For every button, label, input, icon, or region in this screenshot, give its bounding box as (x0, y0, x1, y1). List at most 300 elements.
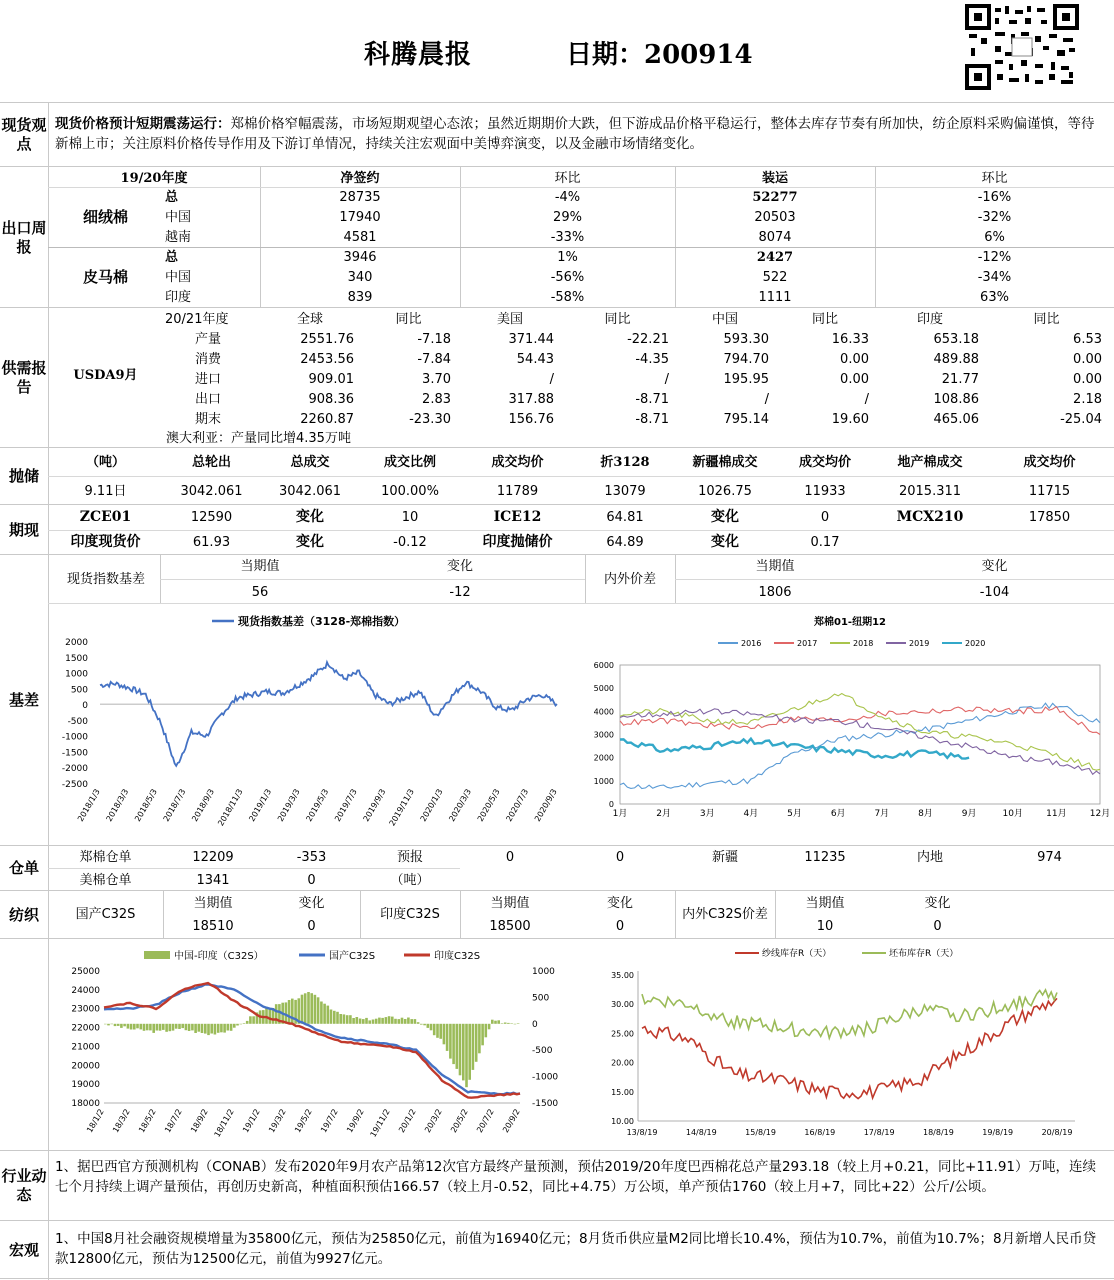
reserve-header: 折3128 (575, 453, 675, 472)
x-tick-label: 3月 (700, 808, 715, 819)
y-tick-label: 19000 (71, 1080, 100, 1090)
y-tick-label: 25000 (71, 967, 100, 977)
export-group-name: 细绒棉 (48, 208, 163, 227)
y-tick-label: -1500 (62, 748, 88, 758)
in-cur-label: 当期值 (460, 894, 560, 913)
diff-bar (459, 1024, 462, 1076)
diff-bar (191, 1024, 194, 1031)
reserve-header: 总轮出 (163, 453, 260, 472)
reserve-header: 总成交 (260, 453, 360, 472)
x-tick-label: 12月 (1090, 808, 1110, 819)
x-tick-label: 19/5/2 (293, 1108, 314, 1135)
export-cell: 29% (460, 208, 675, 227)
futures-section (0, 504, 1114, 554)
supply-cell: 2551.76 (260, 330, 354, 349)
basis-label: 基差 (0, 555, 48, 846)
diff-bar (410, 1019, 413, 1024)
export-cell: 总 (165, 248, 260, 267)
diff-bar (449, 1024, 452, 1059)
series-line-纱线库存R（天） (642, 998, 1057, 1098)
diff-bar (162, 1024, 165, 1030)
diff-bar (501, 1023, 504, 1024)
diff-bar (230, 1024, 233, 1031)
x-tick-label: 19/7/2 (319, 1108, 340, 1135)
futures-cell: 变化 (675, 508, 775, 527)
basis-index-cur: 56 (160, 583, 360, 602)
spot-section (0, 102, 1114, 166)
supply-cell: 0.00 (775, 350, 869, 369)
x-tick-label: 2月 (656, 808, 671, 819)
diff-bar (475, 1024, 478, 1062)
zhengmian-nymex-chart (578, 611, 1108, 843)
supply-cell: 593.30 (675, 330, 769, 349)
export-cell: -58% (460, 288, 675, 307)
x-tick-label: 18/1/2 (85, 1108, 106, 1135)
diff-bar (288, 1000, 291, 1024)
y-tick-label: 20.00 (611, 1059, 634, 1068)
diff-bar (439, 1024, 442, 1039)
report-header (0, 0, 1114, 102)
xinjiang-label: 新疆 (675, 848, 775, 867)
y-tick-label: 15.00 (611, 1088, 634, 1097)
x-tick-label: 2020/7/3 (504, 788, 530, 824)
diff-bar (465, 1024, 468, 1087)
y2-tick-label: -1500 (532, 1099, 558, 1109)
report-date: 日期：200914 (566, 34, 753, 71)
export-cell: 6% (875, 228, 1114, 247)
diff-bar (236, 1024, 239, 1026)
supply-section (0, 307, 1114, 447)
diff-bar (146, 1024, 149, 1031)
x-tick-label: 2020/1/3 (419, 788, 445, 824)
diff-bar (497, 1020, 500, 1024)
diff-bar (491, 1020, 494, 1024)
diff-bar (133, 1024, 136, 1030)
y-tick-label: -2000 (62, 764, 88, 774)
x-tick-label: 19/8/19 (982, 1128, 1013, 1137)
basis-spread-chg-label: 变化 (875, 557, 1114, 576)
futures-cell: 变化 (675, 533, 775, 552)
diff-bar (414, 1019, 417, 1024)
export-cell: 20503 (675, 208, 875, 227)
futures-cell: 变化 (260, 533, 360, 552)
diff-bar (214, 1024, 217, 1035)
textile-label: 纺织 (0, 891, 48, 939)
export-cell: -33% (460, 228, 675, 247)
y-tick-label: -500 (68, 717, 89, 727)
export-cell: 63% (875, 288, 1114, 307)
futures-cell: MCX210 (875, 508, 985, 527)
diff-bar (427, 1024, 430, 1028)
export-cell: -34% (875, 268, 1114, 287)
x-tick-label: 4月 (744, 808, 759, 819)
futures-cell: ICE12 (460, 508, 575, 527)
diff-bar (356, 1017, 359, 1024)
x-tick-label: 20/8/19 (1042, 1128, 1073, 1137)
diff-bar (375, 1019, 378, 1024)
basis-spread-chg: -104 (875, 583, 1114, 602)
export-cell: 8074 (675, 228, 875, 247)
reserve-cell: 11789 (460, 482, 575, 501)
textile-charts-section (0, 938, 1114, 1150)
x-tick-label: 2019/3/3 (276, 788, 302, 824)
x-tick-label: 8月 (918, 808, 933, 819)
diff-bar (114, 1024, 117, 1026)
y-tick-label: 1000 (65, 670, 88, 680)
reserve-cell: 100.00% (360, 482, 460, 501)
spot-text (55, 114, 1105, 154)
x-tick-label: 18/3/2 (111, 1108, 132, 1135)
x-tick-label: 2020/3/3 (447, 788, 473, 824)
diff-bar (391, 1017, 394, 1024)
x-tick-label: 18/5/2 (137, 1108, 158, 1135)
x-tick-label: 13/8/19 (627, 1128, 658, 1137)
supply-col-header: 同比 (775, 310, 875, 329)
diff-bar (327, 1006, 330, 1024)
reserve-cell: 2015.311 (875, 482, 985, 501)
forecast-val-1: 0 (460, 848, 560, 867)
inventory-ratio-chart (580, 943, 1100, 1148)
in-c32s-chg: 0 (565, 917, 675, 936)
y-tick-label: -2500 (62, 780, 88, 790)
y-tick-label: -1000 (62, 733, 88, 743)
export-cell: -12% (875, 248, 1114, 267)
export-col-1: 环比 (460, 169, 675, 188)
diff-bar (378, 1018, 381, 1024)
supply-row-label: 出口 (195, 390, 235, 409)
supply-row-label: 进口 (195, 370, 235, 389)
diff-bar (246, 1021, 249, 1024)
futures-label: 期现 (0, 505, 48, 555)
in-c32s-label: 印度C32S (360, 905, 460, 924)
diff-bar (333, 1011, 336, 1024)
supply-cell: 19.60 (775, 410, 869, 429)
diff-bar (149, 1024, 152, 1031)
futures-cell: ZCE01 (48, 508, 163, 527)
diff-bar (314, 995, 317, 1024)
y-tick-label: 35.00 (611, 971, 634, 980)
diff-bar (462, 1024, 465, 1081)
us-warehouse-label: 美棉仓单 (48, 871, 163, 890)
supply-cell: -8.71 (560, 390, 669, 409)
reserve-cell: 3042.061 (260, 482, 360, 501)
futures-cell: 64.81 (575, 508, 675, 527)
legend-label: 印度C32S (434, 949, 480, 962)
zce-warehouse-label: 郑棉仓单 (48, 848, 163, 867)
x-tick-label: 5月 (787, 808, 802, 819)
diff-bar (204, 1024, 207, 1034)
reserve-header: 成交均价 (460, 453, 575, 472)
inland-val: 974 (985, 848, 1114, 867)
legend-label: 2016 (741, 639, 761, 648)
supply-cell: / (775, 390, 869, 409)
diff-bar (156, 1024, 159, 1031)
y-tick-label: 10.00 (611, 1117, 634, 1126)
reserve-cell: 11933 (775, 482, 875, 501)
y-tick-label: 500 (71, 685, 88, 695)
in-chg-label: 变化 (565, 894, 675, 913)
diff-bar (310, 993, 313, 1024)
futures-cell: 12590 (163, 508, 260, 527)
supply-row-label: 消费 (195, 350, 235, 369)
reserve-header: （吨） (48, 453, 163, 472)
legend-label: 2017 (797, 639, 817, 648)
x-tick-label: 2020/9/3 (533, 788, 559, 824)
export-cell: 28735 (260, 188, 460, 207)
supply-cell: 908.36 (260, 390, 354, 409)
x-tick-label: 9月 (962, 808, 977, 819)
diff-bar (359, 1019, 362, 1024)
x-tick-label: 15/8/19 (745, 1128, 776, 1137)
reserve-header: 成交均价 (985, 453, 1114, 472)
diff-bar (456, 1024, 459, 1069)
legend-label: 坯布库存R（天） (889, 947, 958, 959)
supply-cell: 2.83 (360, 390, 451, 409)
y2-tick-label: -1000 (532, 1073, 558, 1083)
cn-cur-label: 当期值 (163, 894, 263, 913)
diff-bar (320, 1002, 323, 1024)
x-tick-label: 20/9/2 (501, 1108, 522, 1135)
y2-tick-label: -500 (532, 1046, 553, 1056)
basis-spread-cur-label: 当期值 (675, 557, 875, 576)
textile-section (0, 890, 1114, 938)
reserve-cell: 9.11日 (48, 482, 163, 501)
diff-bar (223, 1024, 226, 1033)
macro-section (0, 1220, 1114, 1279)
supply-cell: 909.01 (260, 370, 354, 389)
y-tick-label: 25.00 (611, 1029, 634, 1038)
supply-cell: 0.00 (985, 370, 1102, 389)
diff-bar (404, 1019, 407, 1024)
x-tick-label: 2018/7/3 (162, 788, 188, 824)
supply-cell: 2453.56 (260, 350, 354, 369)
x-tick-label: 2018/5/3 (133, 788, 159, 824)
diff-bar (123, 1024, 126, 1027)
export-col-0: 净签约 (260, 169, 460, 188)
supply-cell: 653.18 (875, 330, 979, 349)
x-tick-label: 11月 (1046, 808, 1066, 819)
chart-title: 现货指数基差（3128-郑棉指数） (237, 614, 405, 628)
diff-bar (227, 1024, 230, 1031)
warehouse-section (0, 845, 1114, 890)
industry-section (0, 1150, 1114, 1220)
x-tick-label: 20/3/2 (423, 1108, 444, 1135)
export-label: 出口周报 (0, 167, 48, 308)
supply-cell: 795.14 (675, 410, 769, 429)
x-tick-label: 2018/3/3 (105, 788, 131, 824)
supply-cell: 0.00 (775, 370, 869, 389)
supply-cell: 3.70 (360, 370, 451, 389)
reserve-cell: 13079 (575, 482, 675, 501)
export-cell: 17940 (260, 208, 460, 227)
diff-bar (265, 1008, 268, 1024)
export-cell: 总 (165, 188, 260, 207)
diff-bar (372, 1020, 375, 1024)
diff-bar (107, 1024, 110, 1026)
spot-body: 郑棉价格窄幅震荡，市场短期观望心态浓；虽然近期期价大跌，但下游成品价格平稳运行，整体去库存节奏有所加快，纺企原料采购偏谨慎，等待新棉上市；关注原料价格传导作用及下游订单情况，持续关注宏观面中美博弈演变，以及金融市场情绪变化。 (55, 116, 1095, 152)
diff-bar (436, 1024, 439, 1038)
diff-bar (178, 1024, 181, 1029)
diff-bar (175, 1024, 178, 1029)
diff-bar (407, 1018, 410, 1024)
supply-row-label: 期末 (195, 410, 235, 429)
export-cell: 1% (460, 248, 675, 267)
supply-cell: 21.77 (875, 370, 979, 389)
legend-label: 国产C32S (329, 949, 375, 962)
supply-cell: 0.00 (985, 350, 1102, 369)
warehouse-label: 仓单 (0, 846, 48, 891)
supply-note: 澳大利亚：产量同比增4.35万吨 (166, 429, 351, 448)
supply-col-header: 印度 (875, 310, 985, 329)
supply-cell: -25.04 (985, 410, 1102, 429)
y2-tick-label: 500 (532, 993, 549, 1003)
export-group-name: 皮马棉 (48, 268, 163, 287)
zce-warehouse-val: 12209 (163, 848, 263, 867)
y-tick-label: 24000 (71, 986, 100, 996)
export-col-2: 装运 (675, 169, 875, 188)
diff-bar (468, 1024, 471, 1080)
basis-cur-label: 当期值 (160, 557, 360, 576)
y-tick-label: 1500 (65, 654, 88, 664)
cn-c32s-label: 国产C32S (48, 905, 163, 924)
y-tick-label: 0 (609, 800, 614, 809)
futures-cell: 0.17 (775, 533, 875, 552)
diff-bar (514, 1024, 517, 1025)
futures-cell: 0 (775, 508, 875, 527)
diff-bar (220, 1024, 223, 1033)
diff-bar (140, 1024, 143, 1030)
supply-cell: 108.86 (875, 390, 979, 409)
supply-col-header: 美国 (460, 310, 560, 329)
diff-bar (159, 1024, 162, 1031)
qr-code-icon (965, 4, 1079, 90)
diff-bar (494, 1021, 497, 1024)
diff-bar (249, 1016, 252, 1024)
macro-label: 宏观 (0, 1221, 48, 1280)
reserve-cell: 1026.75 (675, 482, 775, 501)
series-line-2017 (620, 707, 1100, 735)
forecast-val-2: 0 (565, 848, 675, 867)
inland-label: 内地 (875, 848, 985, 867)
supply-cell: -4.35 (560, 350, 669, 369)
diff-bar (485, 1024, 488, 1038)
futures-cell: 变化 (260, 508, 360, 527)
supply-cell: 465.06 (875, 410, 979, 429)
report-title: 科腾晨报 (364, 34, 472, 71)
diff-bar (352, 1018, 355, 1024)
export-cell: 2427 (675, 248, 875, 267)
diff-bar (365, 1018, 368, 1024)
legend-label: 2019 (909, 639, 929, 648)
supply-cell: / (460, 370, 554, 389)
diff-bar (417, 1022, 420, 1024)
diff-bar (517, 1023, 520, 1024)
export-cell: 3946 (260, 248, 460, 267)
supply-cell: 317.88 (460, 390, 554, 409)
legend-swatch (144, 951, 170, 959)
y2-tick-label: 1000 (532, 967, 555, 977)
basis-spread-cur: 1806 (675, 583, 875, 602)
us-warehouse-chg: 0 (263, 871, 360, 890)
x-tick-label: 7月 (874, 808, 889, 819)
legend-label: 2020 (965, 639, 985, 648)
futures-cell: 17850 (985, 508, 1114, 527)
diff-bar (349, 1015, 352, 1024)
in-c32s-cur: 18500 (460, 917, 560, 936)
diff-bar (385, 1017, 388, 1024)
diff-bar (130, 1024, 133, 1030)
x-tick-label: 20/7/2 (475, 1108, 496, 1135)
supply-cell: -8.71 (560, 410, 669, 429)
diff-bar (388, 1016, 391, 1024)
diff-bar (430, 1024, 433, 1031)
diff-bar (317, 997, 320, 1024)
diff-bar (207, 1024, 210, 1035)
industry-label: 行业动态 (0, 1151, 48, 1221)
diff-bar (210, 1024, 213, 1034)
y-tick-label: 23000 (71, 1005, 100, 1015)
y-tick-label: 18000 (71, 1099, 100, 1109)
plot-frame (620, 665, 1100, 804)
series-line-坯布库存R（天） (642, 990, 1057, 1038)
x-tick-label: 1月 (613, 808, 628, 819)
export-cell: 52277 (675, 188, 875, 207)
y-tick-label: 3000 (594, 731, 614, 740)
supply-cell: 16.33 (775, 330, 869, 349)
x-tick-label: 18/7/2 (163, 1108, 184, 1135)
diff-bar (201, 1024, 204, 1033)
spot-label: 现货观点 (0, 103, 48, 167)
x-tick-label: 18/9/2 (189, 1108, 210, 1135)
forecast-unit: （吨） (360, 871, 460, 890)
legend-label: 中国-印度（C32S） (174, 949, 264, 962)
reserve-header: 地产棉成交 (875, 453, 985, 472)
y-tick-label: 5000 (594, 684, 614, 693)
y-tick-label: 2000 (594, 754, 614, 763)
export-cell: -32% (875, 208, 1114, 227)
diff-bar (194, 1024, 197, 1033)
reserve-header: 新疆棉成交 (675, 453, 775, 472)
x-tick-label: 2019/9/3 (362, 788, 388, 824)
y-tick-label: 20000 (71, 1061, 100, 1071)
export-cell: -4% (460, 188, 675, 207)
diff-bar (198, 1024, 201, 1032)
diff-bar (127, 1024, 130, 1029)
diff-bar (423, 1024, 426, 1026)
supply-col-header: 同比 (360, 310, 457, 329)
diff-bar (446, 1024, 449, 1051)
sp-cur-label: 当期值 (775, 894, 875, 913)
export-cell: 1111 (675, 288, 875, 307)
export-cell: 印度 (165, 288, 260, 307)
supply-cell: 156.76 (460, 410, 554, 429)
futures-cell: 61.93 (163, 533, 260, 552)
diff-bar (481, 1024, 484, 1046)
diff-bar (420, 1024, 423, 1025)
export-cell: 越南 (165, 228, 260, 247)
diff-bar (346, 1015, 349, 1024)
supply-cell: 54.43 (460, 350, 554, 369)
supply-col-header: 同比 (560, 310, 675, 329)
x-tick-label: 19/9/2 (345, 1108, 366, 1135)
cn-chg-label: 变化 (263, 894, 360, 913)
supply-cell: 2.18 (985, 390, 1102, 409)
spread-c32s-label: 内外C32S价差 (675, 905, 775, 924)
diff-bar (188, 1024, 191, 1031)
diff-bar (181, 1024, 184, 1028)
diff-bar (343, 1014, 346, 1023)
diff-bar (401, 1018, 404, 1024)
